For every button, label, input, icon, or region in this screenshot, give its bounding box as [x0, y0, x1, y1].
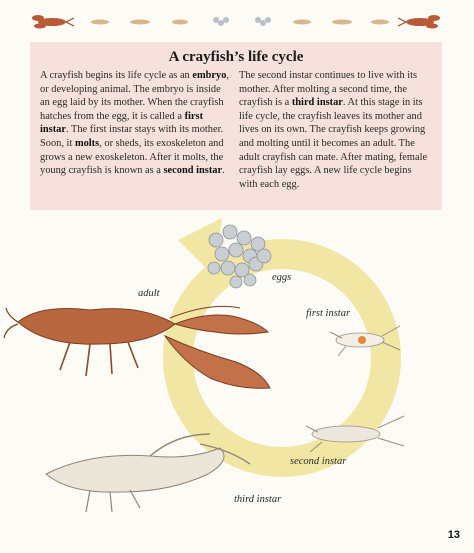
term-molts: molts [74, 137, 100, 149]
cycle-illustration [0, 212, 474, 522]
text-column-right [239, 69, 432, 191]
banner-egg-cluster-icon [213, 17, 271, 26]
page-number: 13 [447, 529, 460, 541]
term-third-instar: third instar [291, 97, 343, 109]
banner-crayfish-left-icon [32, 15, 74, 29]
label-eggs: eggs [272, 272, 292, 283]
label-third-instar: third instar [234, 494, 282, 505]
paragraph-left [40, 69, 233, 178]
section-title: A crayfish’s life cycle [168, 49, 304, 65]
paragraph-right [239, 69, 432, 191]
text-run: A crayfish begins its life cycle as an [40, 70, 193, 81]
label-second-instar: second instar [290, 456, 347, 467]
life-cycle-diagram [0, 212, 474, 522]
text-run: . The first instar stays with its mother. Soon, it [40, 124, 224, 149]
banner-small-crayfish-icon [293, 20, 389, 25]
label-adult: adult [138, 288, 160, 299]
banner-crayfish-right-icon [398, 15, 440, 29]
label-first-instar: first instar [306, 308, 351, 319]
crayfish-banner [30, 10, 442, 32]
adult-crayfish-icon [4, 306, 270, 388]
life-cycle-text-box [30, 42, 442, 210]
text-run: , or sheds, its exoskeleton and grows a new exoskeleton. After it molts, the young crayfish is known as a [40, 137, 224, 177]
term-second-instar: second instar [163, 165, 223, 177]
text-column-left [40, 69, 233, 191]
term-embryo: embryo [192, 70, 227, 81]
text-run: , or developing animal. The embryo is inside an egg laid by its mother. When the crayfish hatches from the egg, it is called a [40, 70, 230, 122]
term-first-instar: first instar [40, 110, 204, 136]
text-run: The second instar continues to live with its mother. After molting a second time, the crayfish is a [239, 70, 418, 109]
text-run: . [222, 165, 225, 177]
text-run: . At this stage in its life cycle, the crayfish leaves its mother and lives on its own. The crayfish keeps growing and molting until it becomes an adult. The adult crayfish can mate. After mating, female crayfish lay eggs. A new life cycle begins with each egg. [239, 97, 428, 190]
banner-small-crayfish-icon [91, 20, 188, 25]
text-columns [40, 69, 432, 191]
